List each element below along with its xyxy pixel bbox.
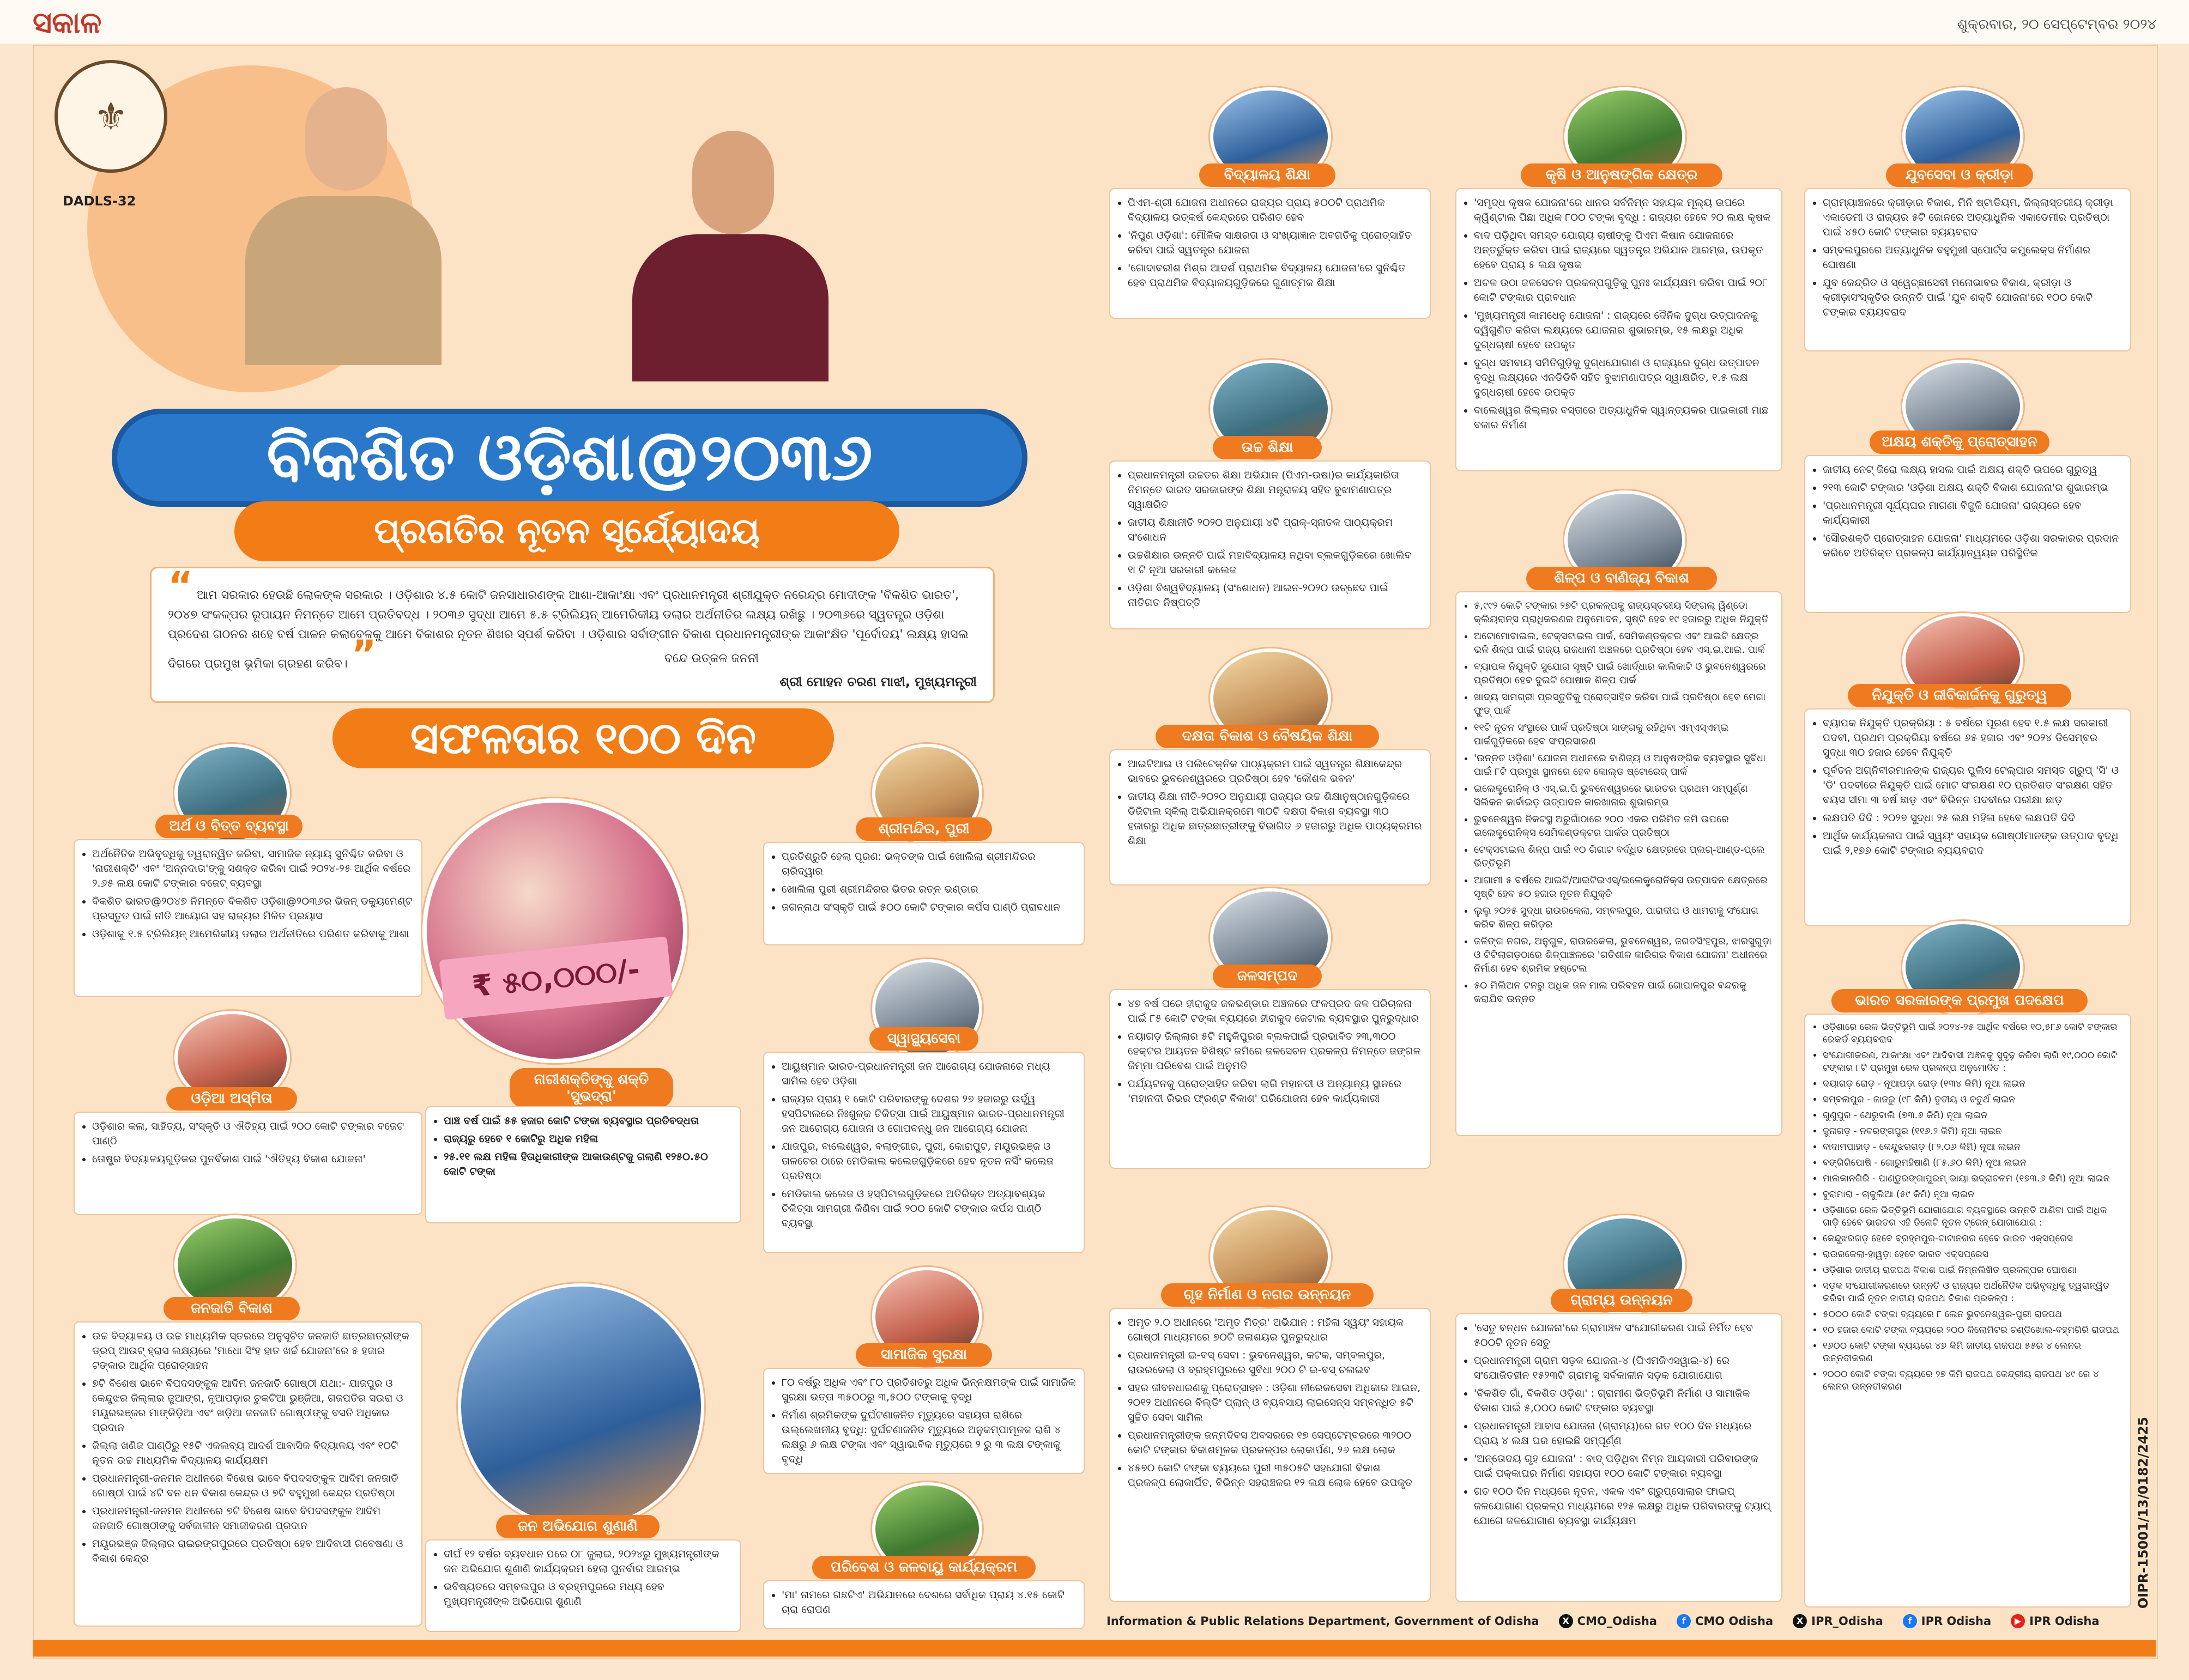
section-card-health <box>763 1052 1085 1253</box>
subhadra-event-photo <box>422 798 687 1063</box>
section-label-renewable-energy: ଅକ୍ଷୟ ଶକ୍ତିକୁ ପ୍ରୋତ୍ସାହନ <box>1870 430 2049 454</box>
water-resources-item: • ୪୭ ବର୍ଷ ପରେ ହୀରାକୁଦ ଜଳଭଣ୍ଡାର ଅଞ୍ଚଳରେ ଫଳପ୍ରଦ ଜଳ ପରିଚାଳନା ପାଇଁ ୮୫ କୋଟି ଟଙ୍କା ବ୍ୟୟରେ ହୀରାକୁଦ ଜେଟାଲ ବ୍ୟବସ୍ଥାର ପୁନରୁଦ୍ଧାର <box>1128 997 1422 1026</box>
section-label-finance: ଅର୍ଥ ଓ ବିତ୍ତ ବ୍ୟବସ୍ଥା <box>155 815 303 838</box>
section-card-agriculture <box>1455 188 1782 471</box>
poster-subtitle: ପ୍ରଗତିର ନୂତନ ସୂର୍ଯ୍ୟୋଦୟ <box>234 501 899 561</box>
section-card-skill-development <box>1109 749 1431 886</box>
x-icon: X <box>1559 1614 1573 1628</box>
central-govt-item: • ଓଡ଼ିଶାରେ ରେଳ ଭିତ୍ତିଭୂମି ପାଇଁ ୨୦୨୪-୨୫ ଆର୍ଥିକ ବର୍ଷରେ ୧୦,୫୮୬ କୋଟି ଟଙ୍କାର ରେକର୍ଡ ବ୍ୟୟବରାଦ <box>1823 1021 2123 1046</box>
renewable-energy-item: • ଜାତୀୟ ନେଟ୍ ଜିରୋ ଲକ୍ଷ୍ୟ ହାସଲ ପାଇଁ ଅକ୍ଷୟ ଶକ୍ତି ଉପରେ ଗୁରୁତ୍ୱ <box>1823 463 2123 477</box>
ad-code: DADLS-32 <box>63 193 136 209</box>
section-card-school-education <box>1109 188 1431 319</box>
social-handle-text: IPR Odisha <box>2029 1615 2100 1628</box>
section-card-higher-education <box>1109 460 1431 629</box>
rural-development-item: • 'ସେତୁ ବନ୍ଧନ ଯୋଜନା'ରେ ଗ୍ରାମାଞ୍ଚଳ ସଂଯୋଗୀକରଣ ପାଇଁ ନିର୍ମିତ ହେବ ୫୦୦ଟି ନୂତନ ସେତୁ <box>1474 1321 1774 1350</box>
srimandir-item: • ଜଗନ୍ନାଥ ସଂସ୍କୃତି ପାଇଁ ୫୦୦ କୋଟି ଟଙ୍କାର କର୍ପସ ପାଣ୍ଠି ପ୍ରାବଧାନ <box>782 900 1076 915</box>
section-label-water-resources: ଜଳସମ୍ପଦ <box>1213 965 1322 988</box>
section-card-water-resources <box>1109 989 1431 1169</box>
social-handle-text: IPR_Odisha <box>1811 1615 1883 1628</box>
central-govt-item: • ରାଉରକେଲା-ହାୱଡ଼ା ହେବେ ଭାରତ ଏକ୍ସପ୍ରେସ <box>1823 1248 2123 1261</box>
odisha-government-emblem: ⚜ <box>55 60 167 173</box>
central-govt-item: • ଦୟାଗଡ଼ ରୋଡ଼ - ନୂଆପଡ଼ା ରୋଡ଼ (୧୩୪ କିମି) ନୂଆ ଲାଇନ <box>1823 1078 2123 1090</box>
industry-item: • ଭୁବନେଶ୍ୱର ନିକଟସ୍ଥ ଅରୁଗାଁଠାରେ ୨୦୦ ଏକର ପରିମିତ ଜମି ଉପରେ ଇଲେକ୍ଟ୍ରୋନିକ୍ସ ସେମିକଣ୍ଡକ୍ଟର ପାର୍କର ପ୍ରତିଷ୍ଠା <box>1474 812 1774 840</box>
central-govt-item: • କେନ୍ଦୁଝରଗଡ଼ ହେବେ ବ୍ରହ୍ମପୁର-ଟାଟାନଗର ହେବେ ଭାରତ ଏକ୍ସପ୍ରେସ <box>1823 1233 2123 1245</box>
youth-sports-item: • ଗ୍ରାମ୍ୟାଞ୍ଚଳରେ କ୍ରୀଡ଼ାର ବିକାଶ, ମିନି ଷ୍ଟାଡିୟମ, ଜିଲ୍ଲାସ୍ତରୀୟ କ୍ରୀଡ଼ା ଏକାଡେମୀ ଓ ରାଜ୍ୟର ୫ଟି ଜୋନରେ ଅତ୍ୟାଧୁନିକ ଏକାଡେମୀର ପ୍ରତିଷ୍ଠା ପାଇଁ ୪୫୦ କୋଟି ଟଙ୍କାର ବ୍ୟୟବରାଦ <box>1823 196 2123 240</box>
environment-item: • 'ମା' ନାମରେ ଗଛଟିଏ' ଅଭିଯାନରେ ଦେଶରେ ସର୍ବାଧିକ ପ୍ରାୟ ୪.୧୫ କୋଟି ଚାରା ରୋପଣ <box>782 1588 1076 1617</box>
agriculture-item: • ବାଦ ପଡ଼ିଥିବା ସମସ୍ତ ଯୋଗ୍ୟ ଚାଷୀଙ୍କୁ ପିଏମ କିଷାନ ଯୋଜନାରେ ଅନ୍ତର୍ଭୁକ୍ତ କରିବା ପାଇଁ ରାଜ୍ୟରେ ସ୍ୱତନ୍ତ୍ର ଅଭିଯାନ ଆରମ୍ଭ, ଉପକୃତ ହେବେ ପ୍ରାୟ ୫ ଲକ୍ଷ କୃଷକ <box>1474 228 1774 272</box>
health-item: • ମେଡିକାଲ କଲେଜ ଓ ହସ୍ପିଟାଲଗୁଡ଼ିକରେ ଅତିରିକ୍ତ ଅତ୍ୟାବଶ୍ୟକ ଚିକିତ୍ସା ସାମଗ୍ରୀ କିଣିବା ପାଇଁ ୨୦୦ କୋଟି ଟଙ୍କାର କର୍ପସ ପାଣ୍ଠି ବ୍ୟବସ୍ଥା <box>782 1187 1076 1231</box>
section-card-tribal <box>74 1321 422 1627</box>
central-govt-item: • ସମ୍ବଲପୁର - ଜାଜରୁ (୯୮ କିମି) ତୃତୀୟ ଓ ଚତୁର୍ଥ ଲାଇନ <box>1823 1094 2123 1106</box>
social-handle-text: CMO_Odisha <box>1577 1615 1657 1628</box>
grievance-item: • ଭବିଷ୍ୟତରେ ସମ୍ବଲପୁର ଓ ବ୍ରହ୍ମପୁରରେ ମଧ୍ୟ ହେବ ମୁଖ୍ୟମନ୍ତ୍ରୀଙ୍କ ଅଭିଯୋଗ ଶୁଣାଣି <box>444 1580 733 1609</box>
skill-development-item: • ଜାତୀୟ ଶିକ୍ଷା ନୀତି-୨୦୨୦ ଅନୁଯାୟୀ ରାଜ୍ୟର ଉଚ୍ଚ ଶିକ୍ଷାନୁଷ୍ଠାନଗୁଡ଼ିକରେ ଡିଜିଟାଲ ସ୍କିଲ୍ ଅଭିଯାନକ୍ରମେ ୩୦ଟି ଦକ୍ଷତା ବିକାଶ ବ୍ୟବସ୍ଥା ୩୦ ହଜାରରୁ ଅଧିକ ଛାତ୍ରଛାତ୍ରୀଙ୍କୁ ବିଭାଗିତ ୬ ହଜାରରୁ ଅଧିକ ପାଠ୍ୟକ୍ରମର ଶିକ୍ଷା <box>1128 790 1422 848</box>
section-label-agriculture: କୃଷି ଓ ଆନୁଷଙ୍ଗିକ କ୍ଷେତ୍ର <box>1521 163 1722 187</box>
higher-education-item: • ଓଡ଼ିଶା ବିଶ୍ୱବିଦ୍ୟାଳୟ (ସଂଶୋଧନ) ଆଇନ-୨୦୨୦ ଉଚ୍ଛେଦ ପାଇଁ ନୀତିଗତ ନିଷ୍ପତ୍ତି <box>1128 581 1422 610</box>
higher-education-item: • ପ୍ରଧାନମନ୍ତ୍ରୀ ଉଚ୍ଚତର ଶିକ୍ଷା ଅଭିଯାନ (ପିଏମ-ଉଷା)ର କାର୍ଯ୍ୟକାରିତା ନିମନ୍ତେ ଭାରତ ସରକାରଙ୍କ ଶିକ୍ଷା ମନ୍ତ୍ରାଳୟ ସହିତ ବୁଝାମଣାପତ୍ର ସ୍ୱାକ୍ଷରିତ <box>1128 468 1422 512</box>
section-card-social-security <box>763 1368 1085 1474</box>
section-card-odia-asmita <box>74 1112 422 1215</box>
grievance-item: • ଦୀର୍ଘ ୧୨ ବର୍ଷର ବ୍ୟବଧାନ ପରେ ୦୮ ଜୁଲାଇ, ୨୦୨୪ରୁ ମୁଖ୍ୟମନ୍ତ୍ରୀଙ୍କ ଜନ ଅଭିଯୋଗ ଶୁଣାଣି କାର୍ଯ୍ୟକ୍ରମ ହେଲା ପୁନର୍ବାର ଆରମ୍ଭ <box>444 1547 733 1576</box>
newspaper-logo: ସକାଳ <box>33 5 102 40</box>
water-resources-item: • ନୟାଗଡ଼ ଜିଲ୍ଲାର ୫ଟି ମହୁକିପୁରର ବ୍ଲକପାଇଁ ପ୍ରଭାବିତ ୨୩,୩୦୦ ହେକ୍ଟର ଆୟତନ ବିଶିଷ୍ଟ ଜମିରେ ଜଳସେଚନ ପ୍ରକଳ୍ପ ନିମନ୍ତେ ଜଙ୍ଗଳ ଜିମ୍ମା ପରିବେଶ ପାଇଁ ଅନୁମତି <box>1128 1029 1422 1073</box>
industry-item: • ୧୧ଟି ନୂତନ ସଂସ୍ଥାରେ ପାର୍କ ପ୍ରତିଷ୍ଠା ସାଙ୍ଗକୁ ରହିଥିବା ଏମ୍‌ଏସ୍‌ଏମ୍‌ଇ ପାର୍କଗୁଡ଼ିକରେ ହେବ ସଂପ୍ରସାରଣ <box>1474 721 1774 748</box>
social-security-item: • ୮୦ ବର୍ଷରୁ ଅଧିକ ଏବଂ ୮୦ ପ୍ରତିଶତରୁ ଅଧିକ ଭିନ୍ନକ୍ଷମଙ୍କ ପାଇଁ ସାମାଜିକ ସୁରକ୍ଷା ଭତ୍ତା ୩୫୦୦ରୁ ୩,୫୦୦ ଟଙ୍କାକୁ ବୃଦ୍ଧି <box>782 1375 1076 1405</box>
finance-item: • ଓଡ଼ିଶାକୁ ୧.୫ ଟ୍ରିଲିୟନ୍ ଆମେରିକୀୟ ଡଲାର ଅର୍ଥନୀତିରେ ପରିଣତ କରିବାକୁ ଆଶା <box>92 927 414 942</box>
employment-item: • ଲକ୍ଷପତି ଦିଦି : ୨୦୨୭ ସୁଦ୍ଧା ୨୫ ଲକ୍ଷ ମହିଳା ହେବେ ଲକ୍ଷପତି ଦିଦି <box>1823 811 2123 826</box>
water-resources-item: • ପର୍ଯ୍ୟଟନକୁ ପ୍ରୋତ୍ସାହିତ କରିବା ଲାଗି ମହାନଦୀ ଓ ଅନ୍ୟାନ୍ୟ ସ୍ଥାନରେ 'ମହାନଦୀ ରିଭର ଫ୍ରଣ୍ଟ ବିକାଶ' ପରିଯୋଜନା ହେବ କାର୍ଯ୍ୟକାରୀ <box>1128 1077 1422 1106</box>
section-card-srimandir <box>763 842 1085 945</box>
odia-asmita-item: • ତୋଷ୍ଟ୍ର ବିଦ୍ୟାଳୟଗୁଡ଼ିକର ପୁନର୍ବିକାଶ ପାଇଁ 'ଐତିହ୍ୟ ବିକାଶ ଯୋଜନା' <box>92 1152 414 1167</box>
section-label-odia-asmita: ଓଡ଼ିଆ ଅସ୍ମିତା <box>166 1087 297 1111</box>
industry-item: • ଟେକ୍ସଟାଇଲ ଶିଳ୍ପ ପାଇଁ ୧୦ ଗିଗାଟ ବର୍ଦ୍ଧିତ କ୍ଷେତ୍ରରେ ପ୍ଲଗ୍-ଆଣ୍ଡ-ପ୍ଲେ ଭିତ୍ତିଭୂମି <box>1474 843 1774 870</box>
subhadra-item: • ୨୫.୧୧ ଲକ୍ଷ ମହିଳା ହିତାଧିକାରୀଙ୍କ ଆକାଉଣ୍ଟକୁ ଗଲାଣି ୧୨୫୦.୫୦ କୋଟି ଟଙ୍କା <box>444 1150 733 1179</box>
housing-urban-item: • ପ୍ରଧାନମନ୍ତ୍ରୀ ଇ-ବସ୍ ସେବା : ଭୁବନେଶ୍ୱର, କଟକ, ସମ୍ବଲପୁର, ରାଉରକେଲା ଓ ବ୍ରହ୍ମପୁରରେ ସୁବିଧା ୨୦୦ ଟି ଇ-ବସ୍ ଚଳାଇବ <box>1128 1348 1422 1378</box>
bottom-color-band <box>33 1640 2156 1657</box>
central-govt-item: • ବୁରାମାରା - ଚାକୁଲିଆ (୫୯ କିମି) ନୂଆ ଲାଇନ <box>1823 1188 2123 1201</box>
odia-asmita-item: • ଓଡ଼ିଶାର କଳା, ସାହିତ୍ୟ, ସଂସ୍କୃତି ଓ ଐତିହ୍ୟ ପାଇଁ ୨୦୦ କୋଟି ଟଙ୍କାର ବଜେଟ ପାଣ୍ଠି <box>92 1119 414 1149</box>
youtube-icon: ▶ <box>2011 1614 2025 1628</box>
central-govt-item: • ଓଡ଼ିଶାରେ ରେଳ ଭିତ୍ତିଭୂମି ଯୋଗାଯୋଗ ବ୍ୟବସ୍ଥାରେ ଉନ୍ନତି ଆଣିବା ପାଇଁ ଅଧିକ ଗାଡ଼ି ହେବେ ଭାରତର ଏହି ତିନୋଟି ନୂତନ ଟ୍ରେନ୍ ଯୋଗାଯୋଗ : <box>1823 1204 2123 1229</box>
masthead-date: ଶୁକ୍ରବାର, ୨୦ ସେପ୍ଟେମ୍ବର ୨୦୨୪ <box>1957 16 2156 33</box>
leader-photo-right <box>621 120 839 381</box>
school-education-item: • ପିଏମ-ଶ୍ରୀ ଯୋଜନା ଅଧୀନରେ ରାଜ୍ୟର ପ୍ରାୟ ୫୦୦ଟି ପ୍ରାଥମିକ ବିଦ୍ୟାଳୟ ଉତ୍କର୍ଷ କେନ୍ଦ୍ରରେ ପରିଣତ ହେବ <box>1128 196 1422 225</box>
tribal-item: • ଜିଲ୍ଲା ଖଣିଜ ପାଣ୍ଠିରୁ ୧୫ଟି ଏକଲବ୍ୟ ଆଦର୍ଶ ଆବାସିକ ବିଦ୍ୟାଳୟ ଏବଂ ୧୦ଟି ନୂତନ ଉଚ୍ଚ ମାଧ୍ୟମିକ ବିଦ୍ୟାଳୟ କାର୍ଯ୍ୟକ୍ଷମ <box>92 1439 414 1468</box>
department-credit: Information & Public Relations Department, Government of Odisha <box>1106 1615 1539 1628</box>
tribal-item: • ୭ଟି ବିଶେଷ ଭାବେ ବିପଦସଙ୍କୁଳ ଆଦିମ ଜନଜାତି ଗୋଷ୍ଠୀ ଯଥା:- ଯାଜପୁର ଓ କେନ୍ଦୁଝର ଜିଲ୍ଲାର ଜୁଆଙ୍ଗ, ନୂଆପଡ଼ାର ଚୁକଟିଆ ଭୁଞ୍ଜିଆ, ଗଜପତିର ସଉରା ଓ ମୟୂରଭଞ୍ଜର ମାଙ୍କିଡ଼ିଆ ଏବଂ ଖଡ଼ିଆ ଜନଜାତି ଗୋଷ୍ଠୀଙ୍କୁ ବସତି ଅଧିକାର ପ୍ରଦାନ <box>92 1376 414 1435</box>
school-education-item: • 'ଗୋଦାବରୀଶ ମିଶ୍ର ଆଦର୍ଶ ପ୍ରାଥମିକ ବିଦ୍ୟାଳୟ ଯୋଜନା'ରେ ସୁନିଶ୍ଚିତ ହେବ ପ୍ରାଥମିକ ବିଦ୍ୟାଳୟଗୁଡ଼ିକରେ ଗୁଣାତ୍ମକ ଶିକ୍ଷା <box>1128 261 1422 290</box>
industry-item: • ୫,୯୯୨ କୋଟି ଟଙ୍କାର ୨୭ଟି ପ୍ରକଳ୍ପକୁ ରାଜ୍ୟସ୍ତରୀୟ ସିଙ୍ଗଲ୍ ୱିଣ୍ଡୋ କ୍ଲିୟରାନ୍ସ ପ୍ରାଧିକରଣର ଅନୁମୋଦନ, ସୃଷ୍ଟି ହେବ ୧୯ ହଜାରରୁ ଅଧିକ ନିଯୁକ୍ତି <box>1474 599 1774 626</box>
central-govt-item: • ମାଲକାନଗିରି - ପାଣ୍ଡୁରଙ୍ଗାପୁରମ୍ ଭାୟା ଭଦ୍ରାଚଳମ (୧୭୩.୬ କିମି) ନୂଆ ଲାଇନ <box>1823 1173 2123 1185</box>
agriculture-item: • ବାଲେଶ୍ୱର ଜିଲ୍ଲାର ବସ୍ତାରେ ଅତ୍ୟାଧୁନିକ ସ୍ୱାନ୍ତ୍ୟକର ପାଇକାରୀ ମାଛ ବଜାର ନିର୍ମାଣ <box>1474 403 1774 433</box>
finance-item: • ବିକଶିତ ଭାରତ@୨୦୪୭ ନିମନ୍ତେ ବିକଶିତ ଓଡ଼ିଶା@୨୦୩୬ର ଭିଜନ୍ ଡକ୍ୟୁମେଣ୍ଟ ପ୍ରସ୍ତୁତ ପାଇଁ ନୀତି ଆୟୋଗ ସହ ରାଜ୍ୟର ମିଳିତ ପ୍ରୟାସ <box>92 894 414 924</box>
industry-item: • ଅଟୋମୋବାଇଲ, ଟେକ୍ସଟାଇଲ ପାର୍କ, ସେମିକଣ୍ଡକ୍ଟର ଏବଂ ଆଇଟି କ୍ଷେତ୍ର ଭଳି ଶିଳ୍ପ ପାଇଁ ରାଜ୍ୟ ରାଜଧାନୀ ଅଞ୍ଚଳରେ ପ୍ରତିଷ୍ଠା ହେବ ଏସ୍.ଇ.ଆଇ. ପାର୍କ <box>1474 629 1774 657</box>
industry-item: • ଲୁଲୁ ୨୦୨୫ ସୁଦ୍ଧା ରାଉରକେଲା, ସମ୍ବଲପୁର, ପାରାଦୀପ ଓ ଧାମରାକୁ ସଂଯୋଗ କରିବ ଶିଳ୍ପ କରିଡ଼ର <box>1474 904 1774 931</box>
grievance-hearing-photo <box>458 1283 704 1530</box>
rural-development-item: • 'ଅନ୍ତୋଦୟ ଗୃହ ଯୋଜନା' : ବାଦ୍ ପଡ଼ିଥିବା ନିମ୍ନ ଆୟକାରୀ ପରିବାରଙ୍କ ପାଇଁ ପକ୍କାଘର ନିର୍ମାଣ ସହାୟତା ୧୦୦ କୋଟି ଟଙ୍କାର ବ୍ୟବସ୍ଥା <box>1474 1452 1774 1481</box>
industry-item: • ଜଳିଙ୍ଗ ନଗର, ଅନୁଗୁଳ, ରାଉରକେଲା, ଭୁବନେଶ୍ୱର, ଜଗତସିଂହପୁର, ଝାରସୁଗୁଡ଼ା ଓ ଟିଟିଲାଗଡ଼ଠାରେ ଶିଳ୍ପାଞ୍ଚଳରେ 'ଗତିଶୀଳ କାରିଗର ବିକାଶ ଯୋଜନା' ଅଧୀନରେ ନିର୍ମାଣ ହେବ ଶ୍ରମିକ ହଷ୍ଟେଲ <box>1474 935 1774 975</box>
central-govt-item: • ଜୁନାଗଡ଼ - ନବରଙ୍ଗପୁର (୧୧୬.୨ କିମି) ନୂଆ ଲାଇନ <box>1823 1125 2123 1138</box>
higher-education-item: • ଉଚ୍ଚଶିକ୍ଷାର ଉନ୍ନତି ପାଇଁ ମହାବିଦ୍ୟାଳୟ ନଥିବା ବ୍ଲକଗୁଡ଼ିକରେ ଖୋଲିବ ୧୮ଟି ନୂଆ ସରକାରୀ କଲେଜ <box>1128 548 1422 578</box>
skill-development-item: • ଆଇଟିଆଇ ଓ ପଲିଟେକ୍ନିକ ପାଠ୍ୟକ୍ରମ ପାଇଁ ସ୍ୱତନ୍ତ୍ର ଶିକ୍ଷାକେନ୍ଦ୍ର ଭାବରେ ଭୁବନେଶ୍ୱରରେ ପ୍ରତିଷ୍ଠା ହେବ 'କୌଶଳ ଭବନ' <box>1128 757 1422 786</box>
health-item: • ଯାଜପୁର, ବାଲେଶ୍ୱର, ବଲାଙ୍ଗୀର, ପୁରୀ, କୋରାପୁଟ, ମୟୂରଭଞ୍ଜ ଓ ତାଳଚେର ଠାରେ ମେଡିକାଲ କଲେଜଗୁଡ଼ିକରେ ହେବ ନୂତନ ନର୍ସିଂ କଲେଜ ପ୍ରତିଷ୍ଠା <box>782 1139 1076 1184</box>
section-label-housing-urban: ଗୃହ ନିର୍ମାଣ ଓ ନଗର ଉନ୍ନୟନ <box>1161 1283 1374 1307</box>
social-handle[interactable] <box>1793 1614 1883 1628</box>
central-govt-item: • ସଡ଼କ ସଂଯୋଗୀକରଣରେ ଉନ୍ନତି ଓ ରାଜ୍ୟର ଅର୍ଥନୈତିକ ଅଭିବୃଦ୍ଧିକୁ ତ୍ୱରାନ୍ୱିତ କରିବା ପାଇଁ ନୂତନ ଜାତୀୟ ରାଜପଥ ବିକାଶ ପ୍ରକଳ୍ପ : <box>1823 1280 2123 1305</box>
section-card-renewable-energy <box>1804 455 2131 613</box>
social-handle[interactable] <box>1677 1614 1773 1628</box>
srimandir-item: • ଖୋଲିଲା ପୁରୀ ଶ୍ରୀମନ୍ଦିରର ଭିତର ରତ୍ନ ଭଣ୍ଡାର <box>782 882 1076 897</box>
footer-credits <box>1106 1610 2142 1632</box>
agriculture-item: • ଦୁଗ୍ଧ ସମବାୟ ସମିତିଗୁଡ଼ିକୁ ଦୁଗ୍ଧଯୋଗାଣ ଓ ରାଜ୍ୟରେ ଦୁଗ୍ଧ ଉତ୍ପାଦନ ବୃଦ୍ଧି ଲକ୍ଷ୍ୟରେ ଏନଡିଡିବି ସହିତ ବୁଝାମଣାପତ୍ର ସ୍ୱାକ୍ଷରିତ, ୧.୫ ଲକ୍ଷ ଦୁଗ୍ଧଚାଷୀ ହେବେ ଉପକୃତ <box>1474 356 1774 400</box>
industry-item: • ଇଲେକ୍ଟ୍ରୋନିକ୍ ଓ ଏସ୍‌.ଇ.ପି ଭୁବନେଶ୍ୱରରେ ଭାରତର ପ୍ରଥମ ସମ୍ପୂର୍ଣ୍ଣ ସିଲିକନ କାର୍ବାଇଡ଼ ଉତ୍ପାଦନ କାରଖାନାର ଶୁଭାରମ୍ଭ <box>1474 782 1774 809</box>
hundred-days-banner: ସଫଳତାର ୧୦୦ ଦିନ <box>332 708 834 768</box>
section-label-social-security: ସାମାଜିକ ସୁରକ୍ଷା <box>856 1343 992 1367</box>
quote-close-icon: ” <box>351 632 377 677</box>
housing-urban-item: • ସହର ଜୀବନଧାରଣକୁ ପ୍ରୋତ୍ସାହନ : ଓଡ଼ିଶା ନୀରେକସେବା ଅଧିକାର ଆଇନ, ୨୦୧୨ ଅଧୀନରେ ବିଲ୍ଡିଂ ପ୍ଲାନ୍ ଓ ବ୍ୟବସାୟ ଲାଇସେନ୍ସ ସମ୍ବନ୍ଧିତ ୫ଟି ସୁଚ୍ଚିତ ସେବା ସାମିଲ <box>1128 1381 1422 1425</box>
section-card-finance <box>74 839 422 997</box>
subhadra-item: • ପାଞ୍ଚ ବର୍ଷ ପାଇଁ ୫୫ ହଜାର କୋଟି ଟଙ୍କା ବ୍ୟବସ୍ଥାର ପ୍ରତିବଦ୍ଧତା <box>444 1114 733 1129</box>
central-govt-item: • ସଂଯୋଗୀକରଣ, ଆକାଂକ୍ଷା ଏବଂ ଆଦିବାସୀ ଅଞ୍ଚଳକୁ ସୁଦୃଢ଼ କରିବା ଲାଗି ୧୯,୦୦୦ କୋଟି ଟଙ୍କାର ୮ଟି ପ୍ରମୁଖ ରେଳ ପ୍ରକଳ୍ପ ଅନୁମୋଦିତ : <box>1823 1050 2123 1075</box>
higher-education-item: • ଜାତୀୟ ଶିକ୍ଷାନୀତି ୨୦୨୦ ଅନୁଯାୟୀ ୪ଟି ପ୍ରାକ୍-ସ୍ନାତକ ପାଠ୍ୟକ୍ରମ ସଂଶୋଧନ <box>1128 515 1422 545</box>
section-card-youth-sports <box>1804 188 2131 351</box>
central-govt-item: • ଗୁଣୁପୁର - ଥେରୁବାଲି (୭୩.୬ କିମି) ନୂଆ ଲାଇନ <box>1823 1109 2123 1122</box>
section-label-central-govt: ଭାରତ ସରକାରଙ୍କ ପ୍ରମୁଖ ପଦକ୍ଷେପ <box>1831 989 2088 1012</box>
facebook-icon: f <box>1677 1614 1691 1628</box>
section-label-subhadra: ନାରୀଶକ୍ତିଙ୍କୁ ଶକ୍ତି 'ସୁଭଦ୍ରା' <box>510 1068 673 1108</box>
section-card-industry <box>1455 591 1782 1136</box>
central-govt-item: • ୧୬୦୦ କୋଟି ଟଙ୍କା ବ୍ୟୟରେ ୪୭ କିମି ଜାତୀୟ ରାଜପଥ ୫୫ର ୪ ଲେନର ଉନ୍ନତୀକରଣ <box>1823 1340 2123 1365</box>
housing-urban-item: • ୪୫୭୦ କୋଟି ଟଙ୍କା ବ୍ୟୟରେ ପୁରୀ ୩୫୦୫ଟି ସହଯୋଗୀ ବିକାଶ ପ୍ରକଳ୍ପ ଲୋକାର୍ପିତ, ବିଭିନ୍ନ ସହରାଞ୍ଚଳର ୧୨ ଲକ୍ଷ ଲୋକ ହେବେ ଉପକୃତ <box>1128 1461 1422 1490</box>
poster-title: ବିକଶିତ ଓଡ଼ିଶା@୨୦୩୬ <box>112 409 1027 507</box>
youth-sports-item: • ସମ୍ବଲପୁରରେ ଅତ୍ୟାଧୁନିକ ବହୁମୁଖୀ ସ୍ପୋର୍ଟ୍ସ କମ୍ପ୍ଲେକ୍ସ ନିର୍ମାଣର ଘୋଷଣା <box>1823 243 2123 272</box>
social-handle[interactable] <box>1903 1614 1991 1628</box>
finance-item: • ଅର୍ଥନୈତିକ ଅଭିବୃଦ୍ଧିକୁ ତ୍ୱରାନ୍ୱିତ କରିବା, ସାମାଜିକ ନ୍ୟାୟ ସୁନିଶ୍ଚିତ କରିବା ଓ 'ନାରୀଶକ୍ତି' ଏବଂ 'ଅନ୍ନଦାତା'ଙ୍କୁ ସଶକ୍ତ କରିବା ପାଇଁ ୨୦୨୪-୨୫ ଆର୍ଥିକ ବର୍ଷରେ ୨.୬୫ ଲକ୍ଷ କୋଟି ଟଙ୍କାର ବଜେଟ୍ ବ୍ୟବସ୍ଥା <box>92 847 414 891</box>
leader-photo-left <box>234 71 452 365</box>
employment-item: • ବ୍ୟାପକ ନିଯୁକ୍ତି ପ୍ରକ୍ରିୟା : ୫ ବର୍ଷରେ ପୂରଣ ହେବ ୧.୫ ଲକ୍ଷ ସରକାରୀ ପଦବୀ, ପ୍ରଥମ ପ୍ରକ୍ରିୟା ବର୍ଷରେ ୬୫ ହଜାର ଏବଂ ୨୦୨୪ ଡିସେମ୍ବର ସୁଦ୍ଧା ୩୦ ହଜାର ହେବେ ନିଯୁକ୍ତି <box>1823 716 2123 760</box>
social-handle[interactable] <box>1559 1614 1657 1628</box>
section-label-tribal: ଜନଜାତି ବିକାଶ <box>164 1297 300 1320</box>
facebook-icon: f <box>1903 1614 1917 1628</box>
central-govt-item: • ୨୦୦୦ କୋଟି ଟଙ୍କା ବ୍ୟୟରେ ୨୭ କିମି ରାଜପଥ କେନ୍ଦ୍ରୀୟ ରାଜପଥ ୪୯ ରେ ୪ ଲେନର ଉନ୍ନତୀକରଣ <box>1823 1368 2123 1393</box>
section-card-employment <box>1804 708 2131 926</box>
housing-urban-item: • ପ୍ରଧାନମନ୍ତ୍ରୀଙ୍କ ଜନ୍ମଦିବସ ଅବସରରେ ୧୭ ସେପ୍ଟେମ୍ବରରେ ୩୨୦୦ କୋଟି ଟଙ୍କାର ବିକାଶମୂଳକ ପ୍ରକଳ୍ପର ଲୋକାର୍ପଣ, ୨୬ ଲକ୍ଷ ଲୋକ <box>1128 1428 1422 1458</box>
renewable-energy-item: • 'ପ୍ରଧାନମନ୍ତ୍ରୀ ସୂର୍ଯ୍ୟଘର ମାଗଣା ବିଜୁଳି ଯୋଜନା' ରାଜ୍ୟରେ ହେବ କାର୍ଯ୍ୟକାରୀ <box>1823 499 2123 528</box>
health-item: • ଆୟୁଷ୍ମାନ ଭାରତ-ପ୍ରଧାନମନ୍ତ୍ରୀ ଜନ ଆରୋଗ୍ୟ ଯୋଜନାରେ ମଧ୍ୟ ସାମିଲ ହେବ ଓଡ଼ିଶା <box>782 1059 1076 1089</box>
section-card-grievance <box>425 1539 741 1632</box>
central-govt-item: • ବାଦାମପାହାଡ଼ - କେନ୍ଦୁଝରଗଡ଼ (୮୨.୦୬ କିମି) ନୂଆ ଲାଇନ <box>1823 1141 2123 1154</box>
employment-item: • ଆର୍ଥିକ କାର୍ଯ୍ୟକଳାପ ପାଇଁ ସ୍ୱୟଂ ସହାୟକ ଗୋଷ୍ଠୀମାନଙ୍କ ଉତ୍ପାଦ ବୃଦ୍ଧି ପାଇଁ ୨,୧୭୭ କୋଟି ଟଙ୍କାର ବ୍ୟୟବରାଦ <box>1823 829 2123 858</box>
section-label-rural-development: ଗ୍ରାମ୍ୟ ଉନ୍ନୟନ <box>1551 1289 1692 1312</box>
x-icon: X <box>1793 1614 1807 1628</box>
release-code: OIPR-15001/13/0182/2425 <box>2136 1417 2151 1609</box>
section-card-central-govt <box>1804 1014 2131 1608</box>
section-label-grievance: ଜନ ଅଭିଯୋଗ ଶୁଣାଣି <box>496 1515 660 1538</box>
subhadra-cheque: ₹ ୫୦,୦୦୦/- <box>439 936 673 1020</box>
social-security-item: • ନିର୍ମାଣ ଶ୍ରମିକଙ୍କ ଦୁର୍ଘଟଣାଜନିତ ମୃତ୍ୟୁରେ ସହାୟତା ରାଶିରେ ଉଲ୍ଲେଖନୀୟ ବୃଦ୍ଧି: ଦୁର୍ଘଟଣାଜନିତ ମୃତ୍ୟୁରେ ଅନୁକମ୍ପାମୂଳକ ରାଶି ୪ ଲକ୍ଷରୁ ୬ ଲକ୍ଷ ଟଙ୍କା ଏବଂ ସ୍ୱାଭାବିକ ମୃତ୍ୟୁରେ ୨ ରୁ ୩ ଲକ୍ଷ ଟଙ୍କାକୁ ବୃଦ୍ଧି <box>782 1408 1076 1467</box>
industry-item: • ଖାଦ୍ୟ ସାମଗ୍ରୀ ପ୍ରସ୍ତୁତିକୁ ପ୍ରୋତ୍ସାହିତ କରିବା ପାଇଁ ପ୍ରତିଷ୍ଠା ହେବ ମେଗା ଫୁଡ୍ ପାର୍କ <box>1474 690 1774 718</box>
agriculture-item: • 'ସମୃଦ୍ଧ କୃଷକ ଯୋଜନା'ରେ ଧାନର ସର୍ବନିମ୍ନ ସହାୟକ ମୂଲ୍ୟ ଉପରେ କ୍ୱିଣ୍ଟାଲ ପିଛା ଅଧିକ ୮୦୦ ଟଙ୍କା ବୃଦ୍ଧି : ରାଜ୍ୟର ହେବେ ୨୦ ଲକ୍ଷ କୃଷକ <box>1474 196 1774 225</box>
section-label-school-education: ବିଦ୍ୟାଳୟ ଶିକ୍ଷା <box>1199 163 1335 187</box>
section-label-industry: ଶିଳ୍ପ ଓ ବାଣିଜ୍ୟ ବିକାଶ <box>1526 567 1717 590</box>
industry-item: • ବ୍ୟାପକ ନିଯୁକ୍ତି ସୁଯୋଗ ସୃଷ୍ଟି ପାଇଁ ଖୋର୍ଦ୍ଧାର କାଲିକାଟି ଓ ଭୁବନେଶ୍ୱରରେ ପ୍ରତିଷ୍ଠା ହେବ ଦୁଇଟି ପୋଷାକ ଶିଳ୍ପ ପାର୍କ <box>1474 660 1774 687</box>
quote-salutation: ବନ୍ଦେ ଉତ୍କଳ ଜନନୀ <box>664 652 759 665</box>
school-education-item: • 'ନିପୁଣ ଓଡ଼ିଶା': ମୌଳିକ ସାକ୍ଷରତା ଓ ସଂଖ୍ୟାଜ୍ଞାନ ଅବଗତିକୁ ପ୍ରୋତ୍ସାହିତ କରିବା ପାଇଁ ସ୍ୱତନ୍ତ୍ର ଯୋଜନା <box>1128 228 1422 258</box>
youth-sports-item: • ଯୁବ କେନ୍ଦ୍ରିତ ଓ ସ୍ୱେଚ୍ଛାସେବୀ ମନୋଭାବର ବିକାଶ, କ୍ରୀଡ଼ା ଓ କ୍ରୀଡ଼ାସଂସ୍କୃତିର ଉନ୍ନତି ପାଇଁ 'ଯୁବ ଶକ୍ତି ଯୋଜନା'ରେ ୧୦୦ କୋଟି ଟଙ୍କାର ବ୍ୟୟବରାଦ <box>1823 276 2123 320</box>
social-handle[interactable] <box>2011 1614 2099 1628</box>
cm-quote-text: ଆମ ସରକାର ହେଉଛି ଲୋକଙ୍କ ସରକାର । ଓଡ଼ିଶାର ୪.୫ କୋଟି ଜନସାଧାରଣଙ୍କ ଆଶା-ଆକାଂକ୍ଷା ଏବଂ ପ୍ରଧାନମନ୍ତ୍ରୀ ଶ୍ରୀଯୁକ୍ତ ନରେନ୍ଦ୍ର ମୋଦୀଙ୍କ 'ବିକଶିତ ଭାରତ', ୨୦୪୭ ସଂକଳ୍ପର ରୂପାୟନ ନିମନ୍ତେ ଆମେ ପ୍ରତିବଦ୍ଧ । ୨୦୩୬ ସୁଦ୍ଧା ଆମେ ୫.୫ ଟ୍ରିଲିୟନ୍ ଆମେରିକୀୟ ଡଲାର ଅର୍ଥନୀତିର ଲକ୍ଷ୍ୟ ରଖିଛୁ । ୨୦୩୬ରେ ସ୍ୱତନ୍ତ୍ର ଓଡ଼ିଶା ପ୍ରଦେଶ ଗଠନର ଶହେ ବର୍ଷ ପାଳନ କଲାବେଳକୁ ଆମେ ବିକାଶର ନୂତନ ଶିଖର ସ୍ପର୍ଶ କରିବା । ଓଡ଼ିଶାର ସର୍ବାଙ୍ଗୀନ ବିକାଶ ପ୍ରଧାନମନ୍ତ୍ରୀଙ୍କ ଆକାଂକ୍ଷିତ 'ପୂର୍ବୋଦୟ' ଲକ୍ଷ୍ୟ ହାସଲ ଦିଗରେ ପ୍ରମୁଖ ଭୂମିକା ଗ୍ରହଣ କରିବ। <box>168 589 969 671</box>
industry-item: • ଆଗାମୀ ୫ ବର୍ଷରେ ଆଇଟି/ଆଇଟିଇଏସ୍/ଇଲେକ୍ଟ୍ରୋନିକ୍ସ ଉତ୍ପାଦନ କ୍ଷେତ୍ରରେ ସୃଷ୍ଟି ହେବ ୫୦ ହଜାର ନୂତନ ନିଯୁକ୍ତି <box>1474 874 1774 901</box>
rural-development-item: • ପ୍ରଧାନମନ୍ତ୍ରୀ ଆବାସ ଯୋଜନା (ଗ୍ରାମ୍ୟ)ରେ ଗତ ୧୦୦ ଦିନ ମଧ୍ୟରେ ପ୍ରାୟ ୪ ଲକ୍ଷ ଘର ହୋଇଛି ସମ୍ପୂର୍ଣ୍ଣ <box>1474 1419 1774 1448</box>
agriculture-item: • 'ମୁଖ୍ୟମନ୍ତ୍ରୀ କାମଧେନୁ ଯୋଜନା' : ରାଜ୍ୟରେ ଦୈନିକ ଦୁଗ୍ଧ ଉତ୍ପାଦନକୁ ଦ୍ୱିଗୁଣିତ କରିବା ଲକ୍ଷ୍ୟରେ ଯୋଜନାର ଶୁଭାରମ୍ଭ, ୧୫ ଲକ୍ଷରୁ ଅଧିକ ଦୁଗ୍ଧଚାଷୀ ହେବେ ଉପକୃତ <box>1474 308 1774 353</box>
rural-development-item: • 'ବିକଶିତ ଗାଁ, ବିକଶିତ ଓଡ଼ିଶା' : ଗ୍ରାମୀଣ ଭିତ୍ତିଭୂମି ନିର୍ମାଣ ଓ ସାମାଜିକ ବିକାଶ ପାଇଁ ୫,୦୦୦ କୋଟି ଟଙ୍କାର ବ୍ୟବସ୍ଥା <box>1474 1386 1774 1416</box>
social-handle-text: IPR Odisha <box>1921 1615 1992 1628</box>
subhadra-item: • ରାଜ୍ୟରୁ ହେବେ ୧ କୋଟିରୁ ଅଧିକ ମହିଳା <box>444 1132 733 1147</box>
quote-open-icon: “ <box>168 563 193 608</box>
renewable-energy-item: • ୨୧୩ କୋଟି ଟଙ୍କାର 'ଓଡ଼ିଶା ଅକ୍ଷୟ ଶକ୍ତି ବିକାଶ ଯୋଜନା'ର ଶୁଭାରମ୍ଭ <box>1823 481 2123 495</box>
section-label-srimandir: ଶ୍ରୀମନ୍ଦିର, ପୁରୀ <box>856 817 992 841</box>
section-label-higher-education: ଉଚ୍ଚ ଶିକ୍ଷା <box>1213 436 1322 459</box>
srimandir-item: • ପ୍ରତିଶ୍ରୁତି ହେଲା ପୂରଣ: ଭକ୍ତଙ୍କ ପାଇଁ ଖୋଲିଲା ଶ୍ରୀମନ୍ଦିରର ଚାରିଦ୍ୱାର <box>782 850 1076 879</box>
central-govt-item: • ୧୦ ହଜାର କୋଟି ଟଙ୍କା ବ୍ୟୟରେ ୨୦୦ କିଲୋମିଟର ଚଣ୍ଡିଖୋଲ-ବହ୍ମଗିରି ରାଜପଥ <box>1823 1324 2123 1337</box>
industry-item: • ୫୦ ମିଲିଅନ ଟନରୁ ଅଧିକ ଜନ ମାଲ ପରିବହନ ପାଇଁ ଗୋପାଳପୁର ବନ୍ଦରକୁ କରାଯିବ ଉନ୍ନତ <box>1474 979 1774 1006</box>
section-label-environment: ପରିବେଶ ଓ ଜଳବାୟୁ କାର୍ଯ୍ୟକ୍ରମ <box>812 1556 1036 1579</box>
central-govt-item: • ୫୦୦୦ କୋଟି ଟଙ୍କା ବ୍ୟୟରେ ୮ ଲେନ ଭୁବନେଶ୍ୱର-ପୁରୀ ରାଜପଥ <box>1823 1308 2123 1321</box>
section-card-housing-urban <box>1109 1308 1431 1602</box>
tribal-item: • ପ୍ରଧାନମନ୍ତ୍ରୀ-ଜନମନ ଅଧୀନରେ ବିଶେଷ ଭାବେ ବିପଦସଙ୍କୁଳ ଆଦିମ ଜନଜାତି ଗୋଷ୍ଠୀ ପାଇଁ ୪ଟି ବନ ଧନ ବିକାଶ କେନ୍ଦ୍ର ଓ ୭ଟି ବହୁମୁଖୀ କେନ୍ଦ୍ର ପ୍ରତିଷ୍ଠା <box>92 1471 414 1501</box>
section-card-rural-development <box>1455 1313 1782 1602</box>
employment-item: • ପୂର୍ବତନ ଅଗ୍ନିବୀରମାନଙ୍କ ରାଜ୍ୟର ପୁଲିସ ଟେଲ୍‌ପାର ସମସ୍ତ ଗ୍ରୁପ୍ 'ସି' ଓ 'ଡି' ପଦବୀରେ ନିଯୁକ୍ତି ପାଇଁ ମୋଟ ସଂରକ୍ଷଣ ୧୦ ପ୍ରତିଶତ ସଂରକ୍ଷଣ ସହିତ ବୟସ ସୀମା ୩ ବର୍ଷ ଛାଡ଼ ଏବଂ ବିଭିନ୍ନ ପଦବୀରେ ପରୀକ୍ଷା ଛାଡ଼ <box>1823 763 2123 808</box>
section-label-youth-sports: ଯୁବସେବା ଓ କ୍ରୀଡ଼ା <box>1886 163 2033 187</box>
section-label-skill-development: ଦକ୍ଷତା ବିକାଶ ଓ ବୈଷୟିକ ଶିକ୍ଷା <box>1156 725 1379 748</box>
renewable-energy-item: • 'ସୌରଶକ୍ତି ପ୍ରୋତ୍ସାହନ ଯୋଜନା' ମାଧ୍ୟମରେ ଓଡ଼ିଶା ସରକାରର ପ୍ରଦାନ କରିବେ ଅତିରିକ୍ତ ପ୍ରକଳ୍ପ କାର୍ଯ୍ୟାନ୍ୱୟନ ପରିସ୍ଥିତିକ <box>1823 531 2123 561</box>
housing-urban-item: • ଅମୃତ ୨.୦ ଅଧୀନରେ 'ଅମୃତ ମିତ୍ର' ଅଭିଯାନ : ମହିଳା ସ୍ୱୟଂ ସହାୟକ ଗୋଷ୍ଠୀ ମାଧ୍ୟମରେ ୭୦ଟି ଜଳାଶୟର ପୁନରୁଦ୍ଧାର <box>1128 1315 1422 1345</box>
tribal-item: • ମୟୂରଭଞ୍ଜ ଜିଲ୍ଲାର ରାଇରଙ୍ଗପୁରରେ ପ୍ରତିଷ୍ଠା ହେବ ଆଦିବାସୀ ଗବେଷଣା ଓ ବିକାଶ କେନ୍ଦ୍ର <box>92 1537 414 1566</box>
quote-signature: ଶ୍ରୀ ମୋହନ ଚରଣ ମାଝୀ, ମୁଖ୍ୟମନ୍ତ୍ରୀ <box>779 674 977 689</box>
industry-item: • 'ଉନ୍ନତ ଓଡ଼ିଶା' ଯୋଜନା ଅଧୀନରେ ବାଣିଜ୍ୟ ଓ ଆନୁଷଙ୍ଗିକ ବ୍ୟବସ୍ଥାର ସୁବିଧା ପାଇଁ ୮ଟି ପ୍ରମୁଖ ସ୍ଥାନରେ ହେବ କୋଲ୍ଡ ଷ୍ଟୋରେଜ୍ ପାର୍କ <box>1474 751 1774 779</box>
social-handle-text: CMO Odisha <box>1695 1615 1774 1628</box>
section-label-employment: ନିଯୁକ୍ତି ଓ ଜୀବିକାର୍ଜନକୁ ଗୁରୁତ୍ୱ <box>1848 684 2071 707</box>
cm-quote-box <box>150 563 995 703</box>
rural-development-item: • ପ୍ରଧାନମନ୍ତ୍ରୀ ଗ୍ରାମ ସଡ଼କ ଯୋଜନା-୪ (ପିଏମଜିଏସୱାଇ-୪) ରେ ସଂଯୋଜିତହୀନ ୧୫୨୩ଟି ଗ୍ରାମକୁ ସର୍ବକାଳୀନ ସଡ଼କ ଯୋଗାଯୋଗ <box>1474 1354 1774 1383</box>
central-govt-item: • ବଙ୍ଗିରିପୋଷି - ଗୋରୁମହିଷାଣି (୮୫.୬୦ କିମି) ନୂଆ ଲାଇନ <box>1823 1157 2123 1169</box>
tribal-item: • ଉଚ୍ଚ ବିଦ୍ୟାଳୟ ଓ ଉଚ୍ଚ ମାଧ୍ୟମିକ ସ୍ତରରେ ଅନୁସୂଚିତ ଜନଜାତି ଛାତ୍ରଛାତ୍ରୀଙ୍କ ଡ୍ରପ୍ ଆଉଟ୍ ହ୍ରାସ ଲକ୍ଷ୍ୟରେ 'ମାଧୋ ସିଂହ ହାତ ଖର୍ଚ୍ଚ ଯୋଜନା'ରେ ୫ ହଜାର ଟଙ୍କାର ଆର୍ଥିକ ପ୍ରୋତ୍ସାହନ <box>92 1329 414 1373</box>
rural-development-item: • ଗତ ୧୦୦ ଦିନ ମଧ୍ୟରେ ନୂତନ, ଏକକ ଏବଂ ଗ୍ରୁପ୍‌ସୋଲାର ଫାଇପ୍ ଜଳଯୋଗାଣ ପ୍ରକଳ୍ପ ମାଧ୍ୟମରେ ୧୨୫ ଲକ୍ଷରୁ ଅଧିକ ପରିବାରଙ୍କୁ ଟ୍ୟାପ୍ ଯୋଗେ ଜଳଯୋଗାଣ ବ୍ୟବସ୍ଥା କାର୍ଯ୍ୟକ୍ଷମ <box>1474 1484 1774 1529</box>
section-card-environment <box>763 1580 1085 1629</box>
section-label-health: ସ୍ୱାସ୍ଥ୍ୟସେବା <box>869 1027 978 1051</box>
tribal-item: • ପ୍ରଧାନମନ୍ତ୍ରୀ-ଜନମନ ଅଧୀନରେ ୭ଟି ବିଶେଷ ଭାବେ ବିପଦସଙ୍କୁଳ ଆଦିମ ଜନଜାତି ଗୋଷ୍ଠୀଙ୍କୁ ସର୍ବକାଳୀନ ସମାଜୀକରଣ ପ୍ରଦାନ <box>92 1504 414 1533</box>
newspaper-masthead <box>0 0 2189 44</box>
section-card-subhadra <box>425 1106 741 1223</box>
agriculture-item: • ଅଚଳ ଉଠା ଜଳସେଚନ ପ୍ରକଳ୍ପଗୁଡ଼ିକୁ ପୁନଃ କାର୍ଯ୍ୟକ୍ଷମ କରିବା ପାଇଁ ୨୦୮ କୋଟି ଟଙ୍କାର ପ୍ରାବଧାନ <box>1474 276 1774 305</box>
central-govt-item: • ଓଡ଼ିଶାର ଜାତୀୟ ରାଜପଥ ବିକାଶ ପାଇଁ ନିମ୍ନଲିଖିତ ପ୍ରକଳ୍ପର ଘୋଷଣା <box>1823 1264 2123 1277</box>
health-item: • ରାଜ୍ୟର ପ୍ରାୟ ୧ କୋଟି ପରିବାରଙ୍କୁ ଦେଶର ୨୭ ହଜାରରୁ ଉର୍ଦ୍ଧ୍ୱ ହସ୍ପିଟାଲରେ ନିଃଶୁଳ୍କ ଚିକିତ୍ସା ପାଇଁ ଆୟୁଷ୍ମାନ ଭାରତ-ପ୍ରଧାନମନ୍ତ୍ରୀ ଜନ ଆରୋଗ୍ୟ ଯୋଜନା ଓ ଗୋପବନ୍ଧୁ ଜନ ଆରୋଗ୍ୟ ଯୋଜନା <box>782 1092 1076 1136</box>
